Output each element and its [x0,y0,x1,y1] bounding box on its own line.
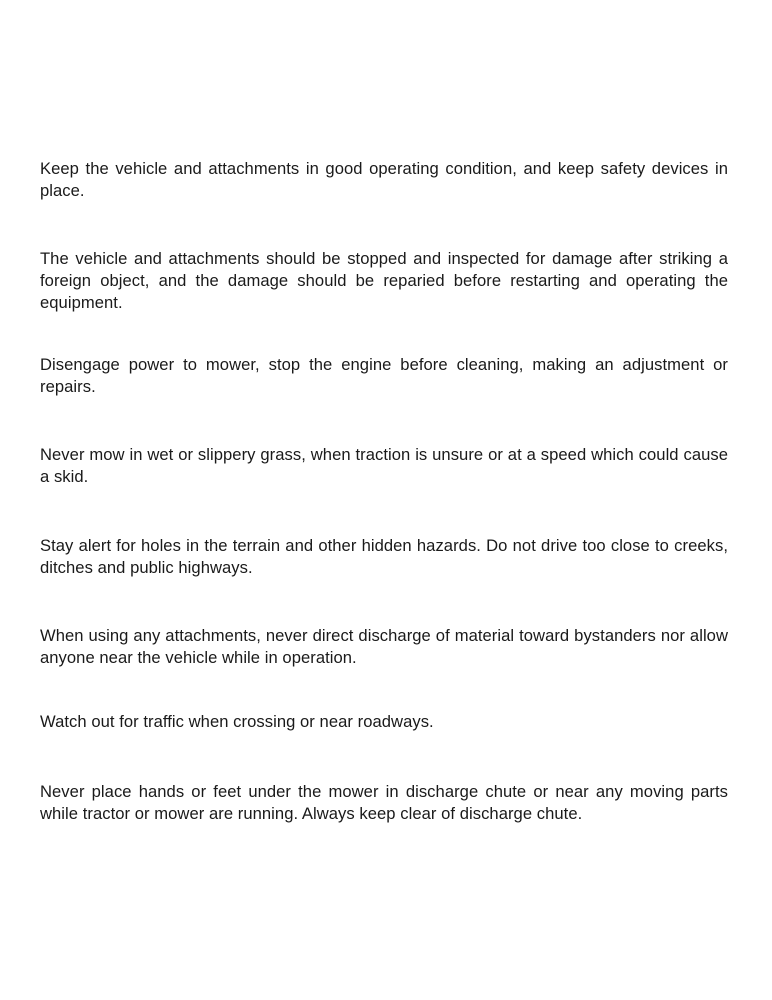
safety-rule-paragraph: When using any attachments, never direct discharge of material toward bystanders nor allow anyone near the vehicle while in operation. [40,626,728,667]
safety-rule-paragraph: Disengage power to mower, stop the engine before cleaning, making an adjustment or repairs. [40,355,728,396]
safety-rule-paragraph: Never place hands or feet under the mower in discharge chute or near any moving parts while tractor or mower are running. Always keep clear of discharge chute. [40,782,728,823]
safety-rule-paragraph: Watch out for traffic when crossing or near roadways. [40,712,434,731]
safety-rule-paragraph: The vehicle and attachments should be stopped and inspected for damage after striking a foreign object, and the damage should be reparied before restarting and operating the equipment. [40,249,728,312]
safety-rule-paragraph: Never mow in wet or slippery grass, when traction is unsure or at a speed which could cause a skid. [40,445,728,486]
safety-rule-paragraph: Stay alert for holes in the terrain and other hidden hazards. Do not drive too close to creeks, ditches and public highways. [40,536,728,577]
safety-rule-paragraph: Keep the vehicle and attachments in good operating condition, and keep safety devices in place. [40,159,728,200]
